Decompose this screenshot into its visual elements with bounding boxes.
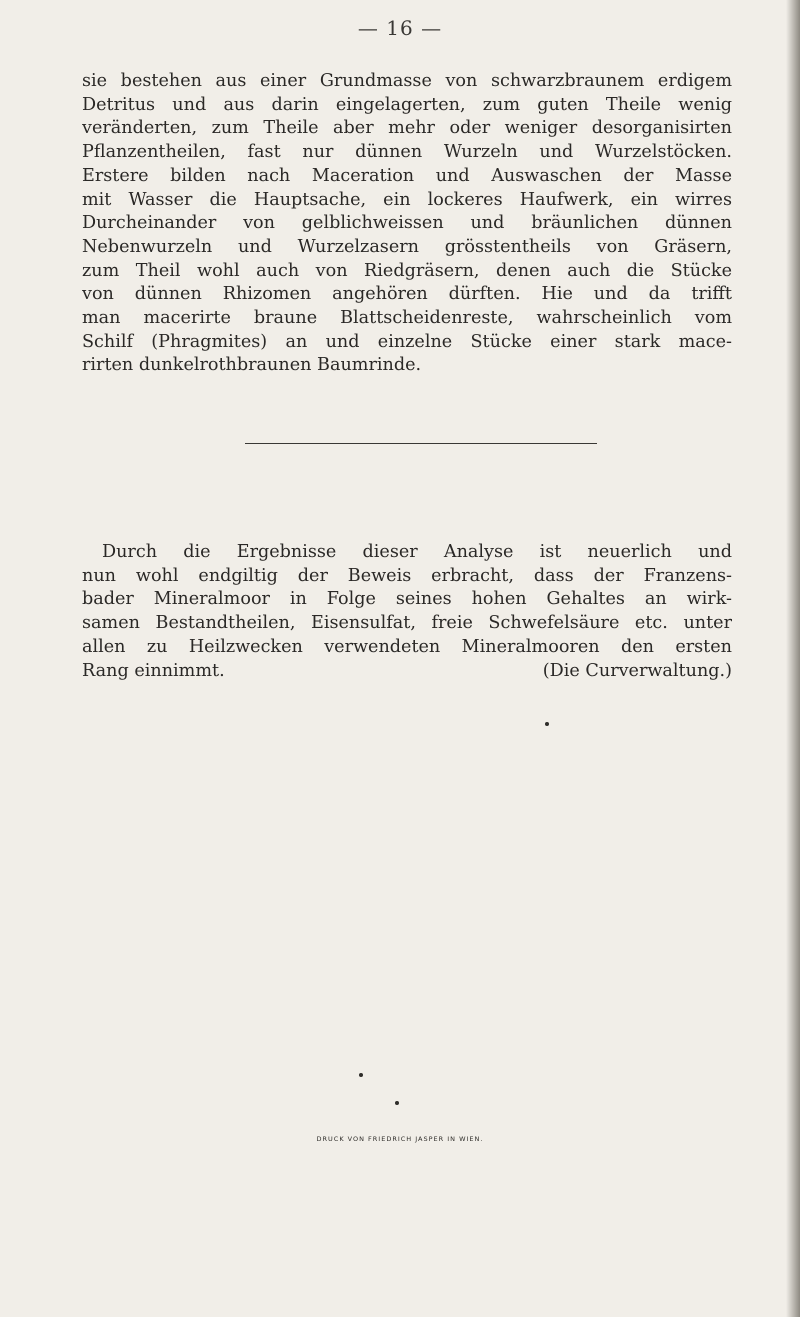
text-line: zum Theil wohl auch von Riedgräsern, denen auch die Stücke	[82, 260, 732, 281]
text-line-closing	[82, 660, 732, 684]
signature: (Die Curverwaltung.)	[542, 660, 732, 681]
text-line: Pflanzentheilen, fast nur dünnen Wurzeln und Wurzelstöcken.	[82, 142, 732, 163]
text-line: rirten dunkelrothbraunen Baumrinde.	[82, 355, 422, 376]
page-number: — 16 —	[357, 16, 443, 40]
page-edge-shadow	[786, 0, 800, 1317]
text-line: allen zu Heilzwecken verwendeten Mineralmooren den ersten	[82, 636, 732, 657]
text-line: man macerirte braune Blattscheidenreste, wahrscheinlich vom	[82, 308, 732, 329]
ink-speck	[545, 722, 549, 726]
text-line: veränderten, zum Theile aber mehr oder weniger desorganisirten	[82, 118, 732, 139]
section-divider	[245, 443, 597, 444]
text-line: samen Bestandtheilen, Eisensulfat, freie Schwefelsäure etc. unter	[82, 613, 732, 634]
text-line: von dünnen Rhizomen angehören dürften. Hie und da trifft	[82, 284, 732, 305]
text-line: bader Mineralmoor in Folge seines hohen Gehaltes an wirk-	[82, 589, 732, 610]
text-line: mit Wasser die Hauptsache, ein lockeres Haufwerk, ein wirres	[82, 189, 732, 210]
text-line: Durcheinander von gelblichweissen und bräunlichen dünnen	[82, 213, 732, 234]
text-line: Nebenwurzeln und Wurzelzasern grösstentheils von Gräsern,	[82, 236, 732, 257]
ink-speck	[395, 1101, 399, 1105]
text-line: Erstere bilden nach Maceration und Auswaschen der Masse	[82, 165, 732, 186]
printer-imprint: DRUCK VON FRIEDRICH JASPER IN WIEN.	[316, 1135, 484, 1143]
text-line: Detritus und aus darin eingelagerten, zum guten Theile wenig	[82, 94, 732, 115]
text-line: nun wohl endgiltig der Beweis erbracht, dass der Franzens-	[82, 565, 732, 586]
text-line: sie bestehen aus einer Grundmasse von schwarzbraunem erdigem	[82, 71, 732, 91]
text-line: Durch die Ergebnisse dieser Analyse ist neuerlich und	[102, 542, 732, 562]
closing-text: Rang einnimmt.	[82, 660, 225, 681]
ink-speck	[359, 1073, 363, 1077]
paragraph-description	[82, 70, 732, 378]
paragraph-conclusion	[82, 541, 732, 683]
text-line: Schilf (Phragmites) an und einzelne Stücke einer stark mace-	[82, 331, 732, 352]
